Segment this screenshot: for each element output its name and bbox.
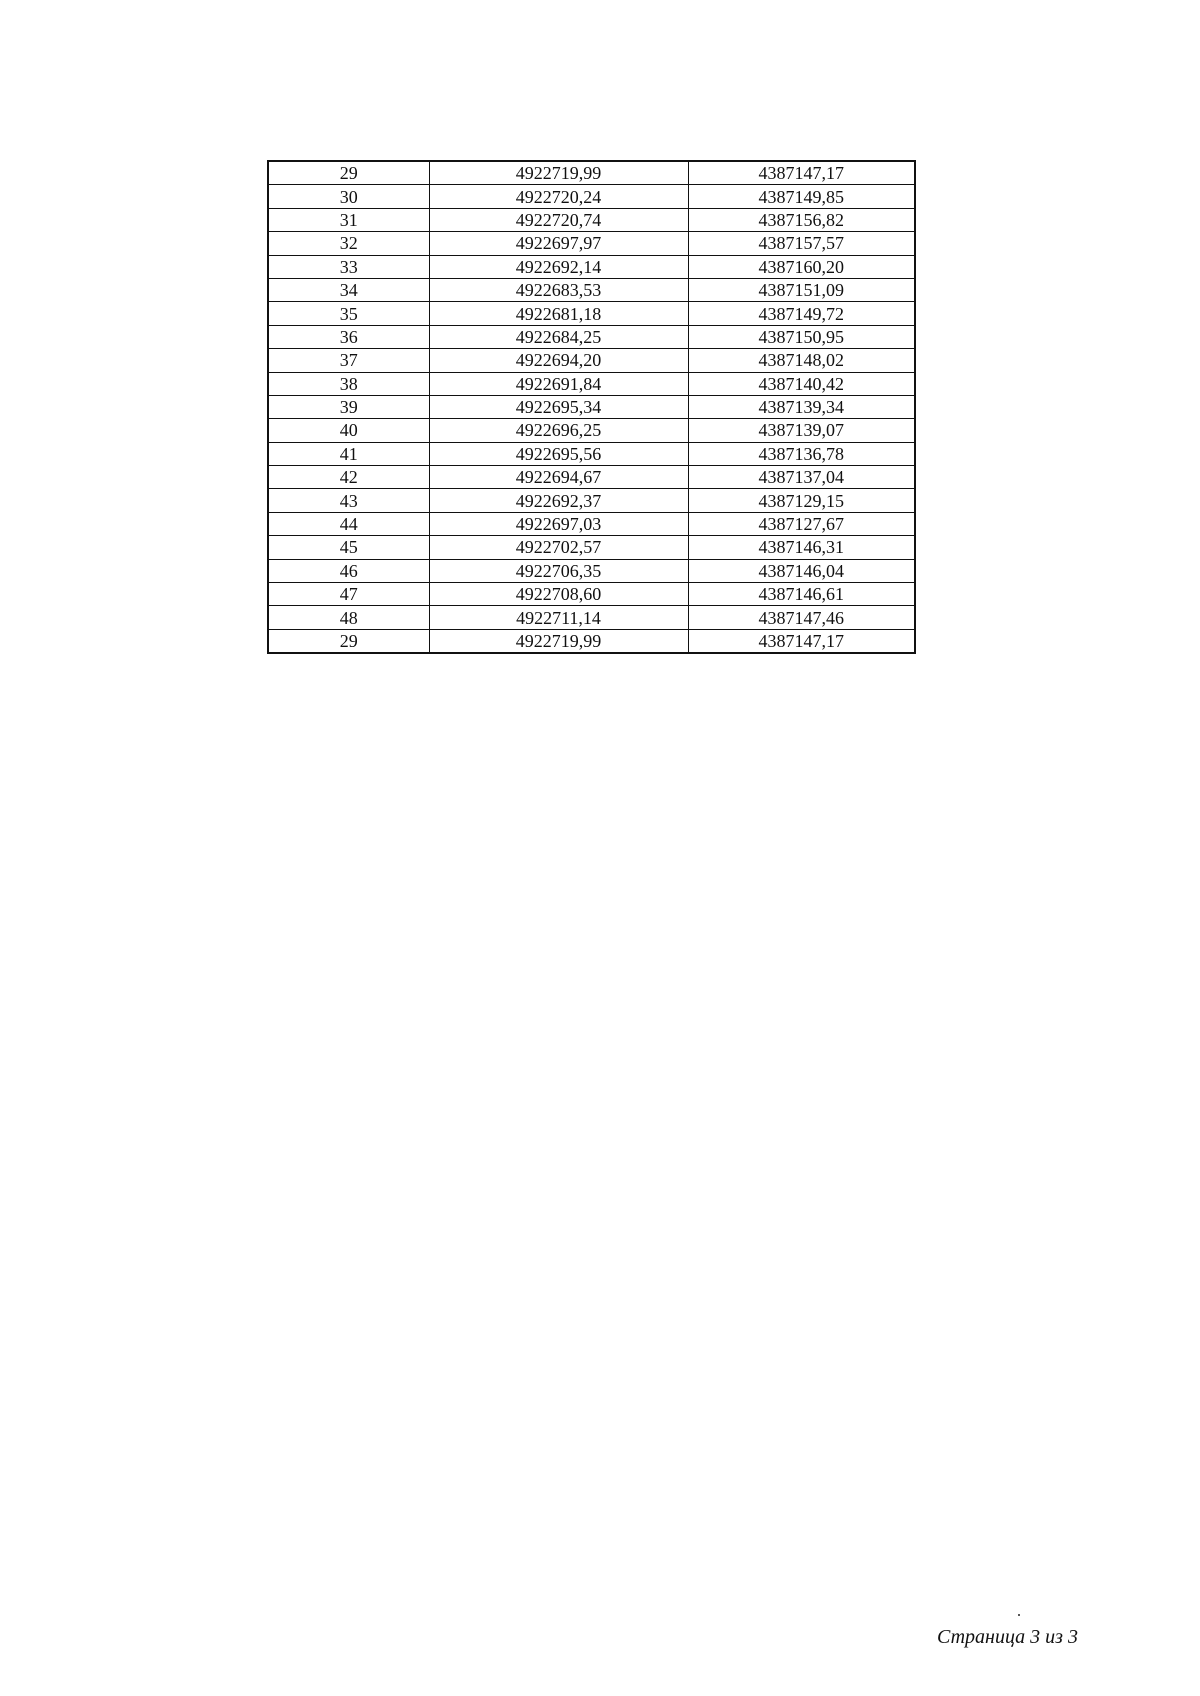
x-coordinate-cell: 4922720,24 <box>429 185 688 208</box>
table-row <box>268 466 915 489</box>
point-number-cell: 41 <box>268 442 429 465</box>
table-row <box>268 208 915 231</box>
table-row <box>268 559 915 582</box>
point-number-cell: 29 <box>268 629 429 653</box>
point-number-cell: 45 <box>268 536 429 559</box>
point-number-cell: 31 <box>268 208 429 231</box>
x-coordinate-cell: 4922697,97 <box>429 232 688 255</box>
y-coordinate-cell: 4387151,09 <box>688 278 915 301</box>
point-number-cell: 32 <box>268 232 429 255</box>
table-row <box>268 185 915 208</box>
coordinates-table <box>267 160 916 654</box>
x-coordinate-cell: 4922684,25 <box>429 325 688 348</box>
x-coordinate-cell: 4922695,56 <box>429 442 688 465</box>
x-coordinate-cell: 4922694,67 <box>429 466 688 489</box>
x-coordinate-cell: 4922691,84 <box>429 372 688 395</box>
y-coordinate-cell: 4387149,85 <box>688 185 915 208</box>
point-number-cell: 39 <box>268 395 429 418</box>
table-row <box>268 395 915 418</box>
table-row <box>268 255 915 278</box>
y-coordinate-cell: 4387157,57 <box>688 232 915 255</box>
y-coordinate-cell: 4387150,95 <box>688 325 915 348</box>
y-coordinate-cell: 4387147,17 <box>688 161 915 185</box>
point-number-cell: 37 <box>268 349 429 372</box>
point-number-cell: 46 <box>268 559 429 582</box>
x-coordinate-cell: 4922692,37 <box>429 489 688 512</box>
table-row <box>268 232 915 255</box>
table-row <box>268 325 915 348</box>
x-coordinate-cell: 4922694,20 <box>429 349 688 372</box>
y-coordinate-cell: 4387156,82 <box>688 208 915 231</box>
x-coordinate-cell: 4922695,34 <box>429 395 688 418</box>
table-row <box>268 512 915 535</box>
y-coordinate-cell: 4387146,61 <box>688 583 915 606</box>
x-coordinate-cell: 4922683,53 <box>429 278 688 301</box>
table-row <box>268 583 915 606</box>
x-coordinate-cell: 4922706,35 <box>429 559 688 582</box>
point-number-cell: 48 <box>268 606 429 629</box>
y-coordinate-cell: 4387147,46 <box>688 606 915 629</box>
coordinates-table-body <box>268 161 915 653</box>
y-coordinate-cell: 4387129,15 <box>688 489 915 512</box>
point-number-cell: 42 <box>268 466 429 489</box>
x-coordinate-cell: 4922702,57 <box>429 536 688 559</box>
y-coordinate-cell: 4387149,72 <box>688 302 915 325</box>
point-number-cell: 29 <box>268 161 429 185</box>
point-number-cell: 30 <box>268 185 429 208</box>
x-coordinate-cell: 4922719,99 <box>429 161 688 185</box>
table-row <box>268 278 915 301</box>
table-row <box>268 536 915 559</box>
point-number-cell: 44 <box>268 512 429 535</box>
table-row <box>268 161 915 185</box>
y-coordinate-cell: 4387146,31 <box>688 536 915 559</box>
scan-speck <box>1018 1614 1020 1616</box>
point-number-cell: 43 <box>268 489 429 512</box>
table-row <box>268 606 915 629</box>
y-coordinate-cell: 4387146,04 <box>688 559 915 582</box>
point-number-cell: 47 <box>268 583 429 606</box>
y-coordinate-cell: 4387147,17 <box>688 629 915 653</box>
point-number-cell: 38 <box>268 372 429 395</box>
x-coordinate-cell: 4922720,74 <box>429 208 688 231</box>
x-coordinate-cell: 4922692,14 <box>429 255 688 278</box>
page-number-footer: Страница 3 из 3 <box>936 1626 1078 1648</box>
y-coordinate-cell: 4387140,42 <box>688 372 915 395</box>
y-coordinate-cell: 4387139,07 <box>688 419 915 442</box>
point-number-cell: 34 <box>268 278 429 301</box>
table-row <box>268 349 915 372</box>
x-coordinate-cell: 4922697,03 <box>429 512 688 535</box>
y-coordinate-cell: 4387139,34 <box>688 395 915 418</box>
y-coordinate-cell: 4387136,78 <box>688 442 915 465</box>
point-number-cell: 40 <box>268 419 429 442</box>
x-coordinate-cell: 4922719,99 <box>429 629 688 653</box>
point-number-cell: 35 <box>268 302 429 325</box>
x-coordinate-cell: 4922711,14 <box>429 606 688 629</box>
point-number-cell: 33 <box>268 255 429 278</box>
point-number-cell: 36 <box>268 325 429 348</box>
y-coordinate-cell: 4387127,67 <box>688 512 915 535</box>
y-coordinate-cell: 4387160,20 <box>688 255 915 278</box>
y-coordinate-cell: 4387137,04 <box>688 466 915 489</box>
x-coordinate-cell: 4922696,25 <box>429 419 688 442</box>
table-row <box>268 489 915 512</box>
table-row <box>268 442 915 465</box>
table-row <box>268 419 915 442</box>
table-row <box>268 372 915 395</box>
table-row <box>268 302 915 325</box>
y-coordinate-cell: 4387148,02 <box>688 349 915 372</box>
x-coordinate-cell: 4922708,60 <box>429 583 688 606</box>
table-row <box>268 629 915 653</box>
x-coordinate-cell: 4922681,18 <box>429 302 688 325</box>
